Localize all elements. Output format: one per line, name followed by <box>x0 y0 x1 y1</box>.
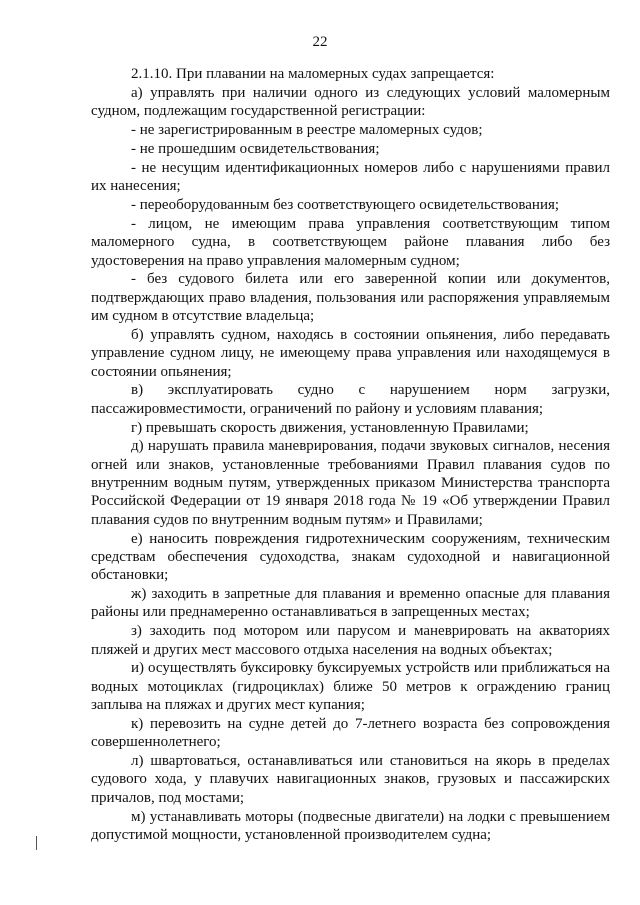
paragraph-item-z: з) заходить под мотором или парусом и маневрировать на акваториях пляжей и других мест массового отдыха населения на водных объектах; <box>91 623 610 658</box>
document-body <box>91 65 610 845</box>
paragraph-item-l: л) швартоваться, останавливаться или становиться на якорь в пределах судового хода, у плавучих навигационных знаков, грузовых и пассажирских причалов, под мостами; <box>91 753 610 806</box>
paragraph-item-b: б) управлять судном, находясь в состоянии опьянения, либо передавать управление судном лицу, не имеющему права управления или находящемуся в состоянии опьянения; <box>91 326 610 380</box>
page-number: 22 <box>312 34 328 50</box>
dash-item: - без судового билета или его заверенной копии или документов, подтверждающих право владения, пользования или распоряжения управляемым им судном в отсутствие владельца; <box>91 271 610 325</box>
paragraph-item-i: и) осуществлять буксировку буксируемых устройств или приближаться на водных мотоциклах (гидроциклах) ближе 50 метров к ограждению границ заплыва на пляжах и других мест купания; <box>91 660 610 713</box>
paragraph-item-g: г) превышать скорость движения, установленную Правилами; <box>131 419 529 436</box>
dash-item: - не несущим идентификационных номеров либо с нарушениями правил их нанесения; <box>91 159 610 195</box>
dash-item: - переоборудованным без соответствующего освидетельствования; <box>131 197 560 214</box>
dash-item: - лицом, не имеющим права управления соответствующим типом маломерного судна, в соответствующем районе плавания либо без удостоверения на право управления маломерным судном; <box>91 215 610 269</box>
section-heading: 2.1.10. При плавании на маломерных судах запрещается: <box>131 66 495 82</box>
paragraph-item-d: д) нарушать правила маневрирования, подачи звуковых сигналов, несения огней или знаков, установленные требованиями Правил плавания судов по внутренним водным путям, утвержденных приказом Министерства транспорта Российской Федерации от 19 января 2018 года № 19 «Об утверждении Правил плавания судов по внутренним водным путям» и Правилами; <box>91 438 610 528</box>
dash-item: - не прошедшим освидетельствования; <box>131 140 380 157</box>
scan-mark <box>36 836 37 850</box>
paragraph-item-m: м) устанавливать моторы (подвесные двигатели) на лодки с превышением допустимой мощности, установленной производителем судна; <box>91 808 610 843</box>
paragraph-item-k: к) перевозить на судне детей до 7-летнего возраста без сопровождения совершеннолетнего; <box>91 715 610 751</box>
paragraph-item-a: а) управлять при наличии одного из следующих условий маломерным судном, подлежащим государственной регистрации: <box>91 84 610 120</box>
paragraph-item-zh: ж) заходить в запретные для плавания и временно опасные для плавания районы или преднамеренно останавливаться в запрещенных местах; <box>91 586 610 621</box>
paragraph-item-v: в) эксплуатировать судно с нарушением норм загрузки, пассажировместимости, ограничений по району и условиям плавания; <box>91 382 610 417</box>
dash-item: - не зарегистрированным в реестре маломерных судов; <box>131 122 483 139</box>
paragraph-item-e: е) наносить повреждения гидротехническим сооружениям, техническим средствам обеспечения судоходства, знакам судоходной и навигационной обстановки; <box>91 530 610 584</box>
